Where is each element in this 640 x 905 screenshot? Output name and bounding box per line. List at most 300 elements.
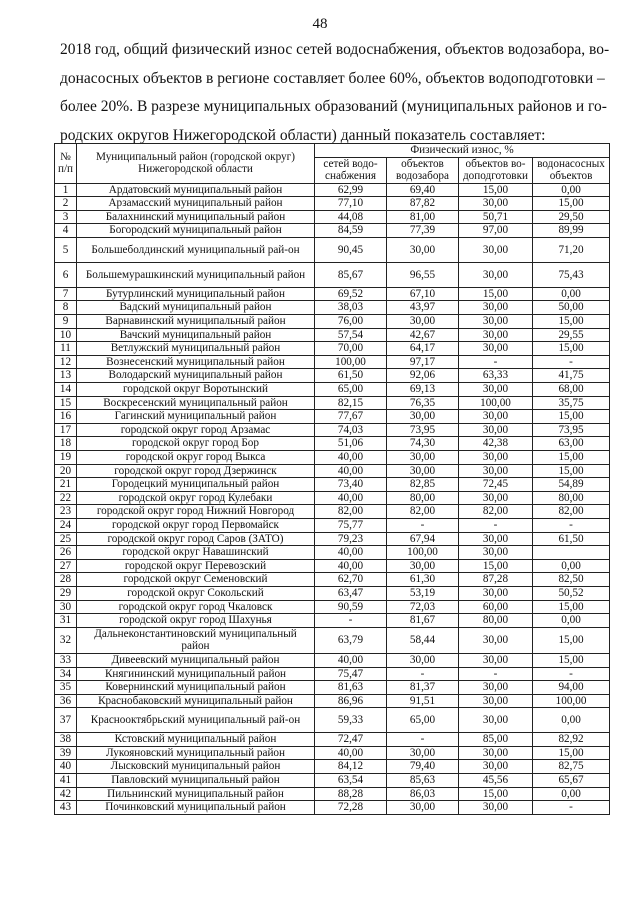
treatment-wear: 30,00 [459, 423, 533, 437]
networks-wear: 61,50 [315, 369, 387, 383]
pumping-wear: 15,00 [533, 627, 610, 653]
intake-wear: - [387, 667, 459, 681]
pumping-wear: 15,00 [533, 197, 610, 211]
pumping-wear: 54,89 [533, 478, 610, 492]
district-name: Кстовский муниципальный район [77, 733, 315, 747]
pumping-wear: - [533, 518, 610, 532]
networks-wear: 90,59 [315, 600, 387, 614]
intake-wear: 91,51 [387, 694, 459, 708]
treatment-wear: 30,00 [459, 315, 533, 329]
pumping-wear: 94,00 [533, 681, 610, 695]
row-number: 27 [55, 559, 77, 573]
networks-wear: 77,67 [315, 410, 387, 424]
treatment-wear: 15,00 [459, 287, 533, 301]
district-name: Починковский муниципальный район [77, 801, 315, 815]
intake-wear: 67,94 [387, 532, 459, 546]
table-row [55, 464, 610, 478]
district-name: Володарский муниципальный район [77, 369, 315, 383]
pumping-wear: 15,00 [533, 600, 610, 614]
header-num: № п/п [55, 144, 77, 184]
networks-wear: 69,52 [315, 287, 387, 301]
networks-wear: 72,47 [315, 733, 387, 747]
district-name: Пильнинский муниципальный район [77, 787, 315, 801]
row-number: 3 [55, 210, 77, 224]
district-name: городской округ город Шахунья [77, 614, 315, 628]
district-name: Вознесенский муниципальный район [77, 355, 315, 369]
intake-wear: 97,17 [387, 355, 459, 369]
pumping-wear: 50,52 [533, 586, 610, 600]
pumping-wear: - [533, 801, 610, 815]
row-number: 6 [55, 262, 77, 287]
district-name: городской округ Воротынский [77, 383, 315, 397]
intake-wear: 64,17 [387, 342, 459, 356]
pumping-wear: 15,00 [533, 315, 610, 329]
pumping-wear: 0,00 [533, 708, 610, 733]
treatment-wear: 30,00 [459, 451, 533, 465]
networks-wear: 79,23 [315, 532, 387, 546]
row-number: 24 [55, 518, 77, 532]
row-number: 26 [55, 546, 77, 560]
header-intake: объектов водозабора [387, 157, 459, 183]
intake-wear: 96,55 [387, 262, 459, 287]
pumping-wear: 82,92 [533, 733, 610, 747]
treatment-wear: 30,00 [459, 464, 533, 478]
pumping-wear: 29,50 [533, 210, 610, 224]
table-row [55, 532, 610, 546]
pumping-wear: 15,00 [533, 653, 610, 667]
district-name: Ардатовский муниципальный район [77, 183, 315, 197]
pumping-wear [533, 546, 610, 560]
row-number: 31 [55, 614, 77, 628]
table-row [55, 733, 610, 747]
table-row [55, 451, 610, 465]
table-row [55, 478, 610, 492]
district-name: городской округ Перевозский [77, 559, 315, 573]
pumping-wear: - [533, 355, 610, 369]
row-number: 23 [55, 505, 77, 519]
row-number: 22 [55, 491, 77, 505]
row-number: 39 [55, 746, 77, 760]
treatment-wear: 30,00 [459, 342, 533, 356]
intake-wear: 30,00 [387, 653, 459, 667]
header-pumping: водонасосных объектов [533, 157, 610, 183]
networks-wear: 40,00 [315, 746, 387, 760]
intake-wear: 72,03 [387, 600, 459, 614]
district-name: Большеболдинский муниципальный рай-он [77, 237, 315, 262]
district-name: городской округ Семеновский [77, 573, 315, 587]
table-row [55, 262, 610, 287]
pumping-wear: 41,75 [533, 369, 610, 383]
treatment-wear: 60,00 [459, 600, 533, 614]
treatment-wear: 87,28 [459, 573, 533, 587]
table-row [55, 573, 610, 587]
treatment-wear: - [459, 518, 533, 532]
pumping-wear: 29,55 [533, 328, 610, 342]
networks-wear: 40,00 [315, 653, 387, 667]
pumping-wear: 65,67 [533, 774, 610, 788]
treatment-wear: 30,00 [459, 694, 533, 708]
intake-wear: 82,85 [387, 478, 459, 492]
table-row [55, 627, 610, 653]
networks-wear: 40,00 [315, 464, 387, 478]
treatment-wear: 42,38 [459, 437, 533, 451]
table-row [55, 287, 610, 301]
page-number: 48 [312, 16, 328, 32]
district-name: Большемурашкинский муниципальный район [77, 262, 315, 287]
treatment-wear: 30,00 [459, 237, 533, 262]
table-row [55, 423, 610, 437]
intake-wear: 43,97 [387, 301, 459, 315]
row-number: 7 [55, 287, 77, 301]
table-row [55, 681, 610, 695]
treatment-wear: 45,56 [459, 774, 533, 788]
table-row [55, 237, 610, 262]
intake-wear: 79,40 [387, 760, 459, 774]
networks-wear: 40,00 [315, 451, 387, 465]
treatment-wear: 82,00 [459, 505, 533, 519]
row-number: 37 [55, 708, 77, 733]
pumping-wear: 68,00 [533, 383, 610, 397]
networks-wear: 65,00 [315, 383, 387, 397]
networks-wear: 62,99 [315, 183, 387, 197]
table-row [55, 315, 610, 329]
intro-line: 2018 год, общий физический износ сетей водоснабжения, объектов водозабора, во- [60, 41, 610, 58]
row-number: 33 [55, 653, 77, 667]
treatment-wear: 50,71 [459, 210, 533, 224]
intake-wear: 100,00 [387, 546, 459, 560]
intake-wear: 82,00 [387, 505, 459, 519]
header-treatment: объектов во-доподготовки [459, 157, 533, 183]
table-row [55, 708, 610, 733]
networks-wear: 82,15 [315, 396, 387, 410]
district-name: Гагинский муниципальный район [77, 410, 315, 424]
intake-wear: 58,44 [387, 627, 459, 653]
intake-wear: - [387, 518, 459, 532]
treatment-wear: 30,00 [459, 760, 533, 774]
row-number: 21 [55, 478, 77, 492]
row-number: 42 [55, 787, 77, 801]
treatment-wear: 30,00 [459, 383, 533, 397]
intake-wear: 92,06 [387, 369, 459, 383]
district-name: городской округ город Нижний Новгород [77, 505, 315, 519]
networks-wear: 85,67 [315, 262, 387, 287]
intake-wear: 81,00 [387, 210, 459, 224]
table-body [55, 183, 610, 814]
pumping-wear: 15,00 [533, 451, 610, 465]
district-name: Княгининский муниципальный район [77, 667, 315, 681]
intake-wear: 30,00 [387, 451, 459, 465]
table-row [55, 410, 610, 424]
table-row [55, 559, 610, 573]
treatment-wear: 30,00 [459, 586, 533, 600]
table-row [55, 600, 610, 614]
intro-paragraph [60, 36, 610, 150]
table-row [55, 760, 610, 774]
intake-wear: 69,13 [387, 383, 459, 397]
row-number: 35 [55, 681, 77, 695]
networks-wear: 63,54 [315, 774, 387, 788]
district-name: Краснооктябрьский муниципальный рай-он [77, 708, 315, 733]
networks-wear: 73,40 [315, 478, 387, 492]
row-number: 10 [55, 328, 77, 342]
treatment-wear: - [459, 667, 533, 681]
row-number: 28 [55, 573, 77, 587]
intake-wear: 61,30 [387, 573, 459, 587]
table-row [55, 328, 610, 342]
district-name: городской округ город Саров (ЗАТО) [77, 532, 315, 546]
row-number: 1 [55, 183, 77, 197]
networks-wear: 88,28 [315, 787, 387, 801]
row-number: 14 [55, 383, 77, 397]
networks-wear: 59,33 [315, 708, 387, 733]
row-number: 11 [55, 342, 77, 356]
intake-wear: 81,37 [387, 681, 459, 695]
intake-wear: 30,00 [387, 746, 459, 760]
district-name: Лысковский муниципальный район [77, 760, 315, 774]
treatment-wear: 30,00 [459, 197, 533, 211]
intake-wear: 30,00 [387, 410, 459, 424]
treatment-wear: 30,00 [459, 546, 533, 560]
treatment-wear: 30,00 [459, 301, 533, 315]
table-row [55, 183, 610, 197]
district-name: Дивеевский муниципальный район [77, 653, 315, 667]
networks-wear: 76,00 [315, 315, 387, 329]
treatment-wear: 80,00 [459, 614, 533, 628]
table-row [55, 355, 610, 369]
pumping-wear: - [533, 667, 610, 681]
treatment-wear: 30,00 [459, 653, 533, 667]
row-number: 41 [55, 774, 77, 788]
pumping-wear: 0,00 [533, 614, 610, 628]
intake-wear: 80,00 [387, 491, 459, 505]
networks-wear: 82,00 [315, 505, 387, 519]
table-row [55, 801, 610, 815]
district-name: городской округ Навашинский [77, 546, 315, 560]
intake-wear: 53,19 [387, 586, 459, 600]
district-name: Ковернинский муниципальный район [77, 681, 315, 695]
table-row [55, 491, 610, 505]
intake-wear: 65,00 [387, 708, 459, 733]
intake-wear: 30,00 [387, 801, 459, 815]
district-name: Вачский муниципальный район [77, 328, 315, 342]
networks-wear: 63,79 [315, 627, 387, 653]
pumping-wear: 82,00 [533, 505, 610, 519]
district-name: городской округ город Кулебаки [77, 491, 315, 505]
pumping-wear: 50,00 [533, 301, 610, 315]
district-name: городской округ город Арзамас [77, 423, 315, 437]
pumping-wear: 82,75 [533, 760, 610, 774]
pumping-wear: 80,00 [533, 491, 610, 505]
networks-wear: 75,47 [315, 667, 387, 681]
treatment-wear: 30,00 [459, 410, 533, 424]
treatment-wear: 30,00 [459, 328, 533, 342]
table-row [55, 369, 610, 383]
table-row [55, 224, 610, 238]
treatment-wear: 15,00 [459, 183, 533, 197]
intake-wear: 73,95 [387, 423, 459, 437]
intake-wear: 30,00 [387, 464, 459, 478]
intake-wear: 86,03 [387, 787, 459, 801]
networks-wear: 51,06 [315, 437, 387, 451]
row-number: 9 [55, 315, 77, 329]
pumping-wear: 100,00 [533, 694, 610, 708]
row-number: 29 [55, 586, 77, 600]
row-number: 8 [55, 301, 77, 315]
intro-line: донасосных объектов в регионе составляет более 60%, объектов водоподготовки – [60, 69, 605, 87]
networks-wear: 90,45 [315, 237, 387, 262]
district-name: Воскресенский муниципальный район [77, 396, 315, 410]
intro-line: родских округов Нижегородской области) данный показатель составляет: [60, 126, 546, 144]
district-name: городской округ Сокольский [77, 586, 315, 600]
intake-wear: 30,00 [387, 559, 459, 573]
treatment-wear: 85,00 [459, 733, 533, 747]
networks-wear: - [315, 614, 387, 628]
treatment-wear: 30,00 [459, 532, 533, 546]
pumping-wear: 0,00 [533, 183, 610, 197]
table-row [55, 586, 610, 600]
row-number: 38 [55, 733, 77, 747]
table-row [55, 197, 610, 211]
district-name: городской округ город Дзержинск [77, 464, 315, 478]
pumping-wear: 89,99 [533, 224, 610, 238]
row-number: 16 [55, 410, 77, 424]
row-number: 15 [55, 396, 77, 410]
treatment-wear: 30,00 [459, 801, 533, 815]
treatment-wear: 15,00 [459, 559, 533, 573]
intake-wear: 30,00 [387, 237, 459, 262]
treatment-wear: 30,00 [459, 746, 533, 760]
networks-wear: 77,10 [315, 197, 387, 211]
row-number: 4 [55, 224, 77, 238]
intake-wear: 87,82 [387, 197, 459, 211]
treatment-wear: 97,00 [459, 224, 533, 238]
row-number: 36 [55, 694, 77, 708]
row-number: 5 [55, 237, 77, 262]
row-number: 13 [55, 369, 77, 383]
table-row [55, 301, 610, 315]
row-number: 43 [55, 801, 77, 815]
wear-table [54, 143, 610, 815]
networks-wear: 38,03 [315, 301, 387, 315]
treatment-wear: 100,00 [459, 396, 533, 410]
district-name: городской округ город Бор [77, 437, 315, 451]
row-number: 25 [55, 532, 77, 546]
intake-wear: 81,67 [387, 614, 459, 628]
intake-wear: - [387, 733, 459, 747]
networks-wear: 70,00 [315, 342, 387, 356]
header-wear-group: Физический износ, % [315, 144, 610, 158]
pumping-wear: 15,00 [533, 464, 610, 478]
networks-wear: 74,03 [315, 423, 387, 437]
district-name: Лукояновский муниципальный район [77, 746, 315, 760]
intake-wear: 42,67 [387, 328, 459, 342]
networks-wear: 62,70 [315, 573, 387, 587]
district-name: Варнавинский муниципальный район [77, 315, 315, 329]
intake-wear: 69,40 [387, 183, 459, 197]
row-number: 20 [55, 464, 77, 478]
intake-wear: 85,63 [387, 774, 459, 788]
table-row [55, 383, 610, 397]
pumping-wear: 15,00 [533, 746, 610, 760]
pumping-wear: 82,50 [533, 573, 610, 587]
networks-wear: 40,00 [315, 491, 387, 505]
table-row [55, 518, 610, 532]
networks-wear: 57,54 [315, 328, 387, 342]
pumping-wear: 71,20 [533, 237, 610, 262]
treatment-wear: 15,00 [459, 787, 533, 801]
intake-wear: 76,35 [387, 396, 459, 410]
district-name: Городецкий муниципальный район [77, 478, 315, 492]
intake-wear: 30,00 [387, 315, 459, 329]
row-number: 2 [55, 197, 77, 211]
treatment-wear: 30,00 [459, 262, 533, 287]
table-row [55, 667, 610, 681]
district-name: Богородский муниципальный район [77, 224, 315, 238]
district-name: Краснобаковский муниципальный район [77, 694, 315, 708]
treatment-wear: 72,45 [459, 478, 533, 492]
pumping-wear: 75,43 [533, 262, 610, 287]
treatment-wear: 30,00 [459, 491, 533, 505]
district-name: Балахнинский муниципальный район [77, 210, 315, 224]
district-name: городской округ город Чкаловск [77, 600, 315, 614]
row-number: 40 [55, 760, 77, 774]
table-row [55, 342, 610, 356]
pumping-wear: 73,95 [533, 423, 610, 437]
intake-wear: 77,39 [387, 224, 459, 238]
district-name: Павловский муниципальный район [77, 774, 315, 788]
district-name: Арзамасский муниципальный район [77, 197, 315, 211]
pumping-wear: 15,00 [533, 410, 610, 424]
pumping-wear: 0,00 [533, 787, 610, 801]
table-row [55, 546, 610, 560]
treatment-wear: 63,33 [459, 369, 533, 383]
row-number: 34 [55, 667, 77, 681]
networks-wear: 84,59 [315, 224, 387, 238]
row-number: 17 [55, 423, 77, 437]
pumping-wear: 63,00 [533, 437, 610, 451]
row-number: 18 [55, 437, 77, 451]
treatment-wear: 30,00 [459, 627, 533, 653]
networks-wear: 72,28 [315, 801, 387, 815]
intake-wear: 74,30 [387, 437, 459, 451]
table-row [55, 505, 610, 519]
table-row [55, 614, 610, 628]
pumping-wear: 35,75 [533, 396, 610, 410]
pumping-wear: 15,00 [533, 342, 610, 356]
header-networks: сетей водо-снабжения [315, 157, 387, 183]
intro-line: более 20%. В разрезе муниципальных образований (муниципальных районов и го- [60, 98, 607, 115]
networks-wear: 40,00 [315, 559, 387, 573]
district-name: Ветлужский муниципальный район [77, 342, 315, 356]
treatment-wear: - [459, 355, 533, 369]
networks-wear: 81,63 [315, 681, 387, 695]
pumping-wear: 0,00 [533, 287, 610, 301]
table-row [55, 694, 610, 708]
header-district: Муниципальный район (городской округ) Нижегородской области [77, 144, 315, 184]
table-row [55, 396, 610, 410]
table-row [55, 774, 610, 788]
district-name: городской округ город Первомайск [77, 518, 315, 532]
intake-wear: 67,10 [387, 287, 459, 301]
table-row [55, 653, 610, 667]
networks-wear: 84,12 [315, 760, 387, 774]
treatment-wear: 30,00 [459, 681, 533, 695]
pumping-wear: 0,00 [533, 559, 610, 573]
networks-wear: 86,96 [315, 694, 387, 708]
networks-wear: 63,47 [315, 586, 387, 600]
row-number: 19 [55, 451, 77, 465]
treatment-wear: 30,00 [459, 708, 533, 733]
